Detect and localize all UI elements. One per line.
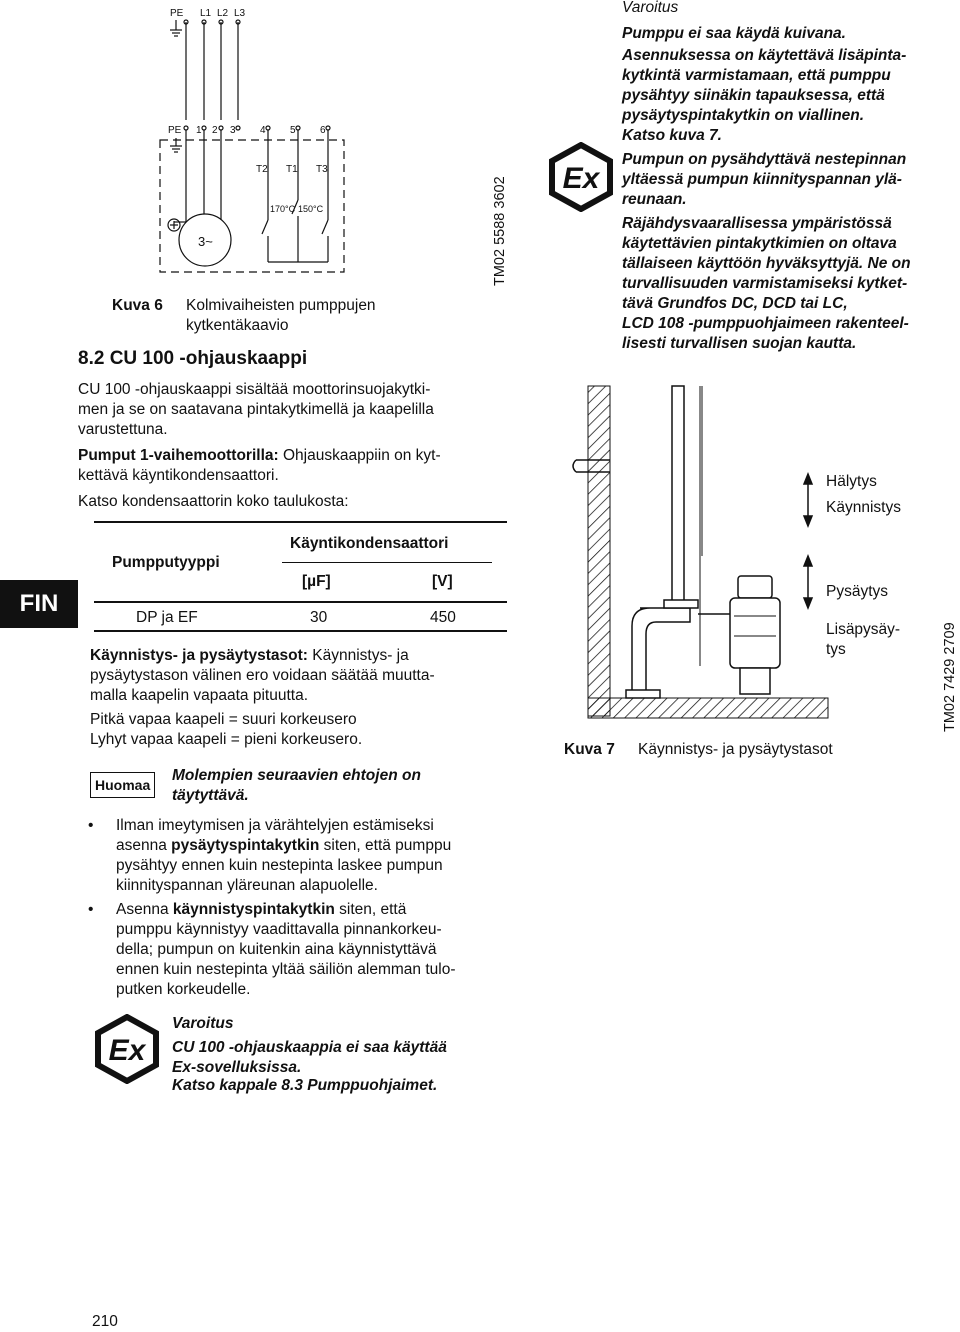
levels-line5: Lyhyt vapaa kaapeli = pieni korkeusero. — [90, 731, 363, 748]
sensor-t2: T2 — [256, 164, 268, 175]
fig7-code: TM02 7429 2709 — [942, 622, 958, 732]
warning-top-l14: LCD 108 -pumppuohjaimeen rakenteel- — [622, 315, 909, 332]
table-unit-v: [V] — [432, 573, 453, 590]
warning-top-l13: tävä Grundfos DC, DCD tai LC, — [622, 295, 848, 312]
bullet1-line2 — [116, 836, 451, 856]
fig7-caption: Käynnistys- ja pysäytystasot — [638, 741, 833, 758]
warning-bottom-line3: Katso kappale 8.3 Pumppuohjaimet. — [172, 1077, 438, 1094]
bullet2-post: siten, että — [334, 901, 407, 918]
temp-150: 150°C — [298, 204, 324, 214]
terminal-pe: PE — [168, 125, 182, 136]
section-heading: 8.2 CU 100 -ohjauskaappi — [78, 348, 308, 369]
table-sub-rule — [282, 562, 492, 563]
levels-line1 — [90, 646, 409, 666]
sensor-t1: T1 — [286, 164, 298, 175]
language-tab: FIN — [0, 580, 78, 628]
levels-line3: malla kaapelin vapaata pituutta. — [90, 687, 309, 704]
levels-line4: Pitkä vapaa kaapeli = suuri korkeusero — [90, 711, 357, 728]
terminal-2: 2 — [212, 125, 218, 136]
level-stop: Pysäytys — [826, 583, 889, 600]
ex-hexagon-icon-top — [546, 142, 616, 212]
page-number: 210 — [92, 1313, 118, 1330]
level-extra-1: Lisäpysäy- — [826, 621, 901, 638]
section-p2-line2: kettävä käyntikondensaattori. — [78, 467, 279, 484]
table-bottom-rule — [94, 630, 507, 632]
pump-level-diagram — [570, 376, 830, 726]
warning-top-l2: kytkintä varmistamaan, että pumppu — [622, 67, 891, 84]
temp-170: 170°C — [270, 204, 296, 214]
warning-top-l9: Räjähdysvaarallisessa ympäristössä — [622, 215, 892, 232]
warning-top-l8: reunaan. — [622, 191, 687, 208]
warning-top-l5: Katso kuva 7. — [622, 127, 722, 144]
terminal-5: 5 — [290, 125, 296, 136]
terminal-1: 1 — [196, 125, 202, 136]
sensor-t3: T3 — [316, 164, 328, 175]
levels-rest: Käynnistys- ja — [307, 647, 409, 664]
table-col-capacitor: Käyntikondensaattori — [290, 535, 449, 552]
svg-text:Ex: Ex — [108, 1034, 146, 1067]
table-unit-uf: [µF] — [302, 573, 331, 590]
warning-top-title: Varoitus — [622, 0, 679, 16]
warning-top-l4: pysäytyspintakytkin on viallinen. — [622, 107, 865, 124]
label-l1: L1 — [200, 8, 212, 19]
levels-line2: pysäytystason välinen ero voidaan säätää muutta- — [90, 667, 435, 684]
bullet1-post: siten, että pumppu — [319, 837, 452, 854]
terminal-6: 6 — [320, 125, 326, 136]
note-line2: täytyttävä. — [172, 787, 249, 804]
label-l2: L2 — [217, 8, 229, 19]
table-row-uf: 30 — [310, 609, 328, 626]
terminal-3: 3 — [230, 125, 236, 136]
ex-hexagon-icon — [92, 1014, 162, 1084]
note-badge: Huomaa — [90, 772, 155, 798]
bullet2-line1 — [116, 900, 456, 920]
fig7-label: Kuva 7 — [564, 741, 615, 758]
section-p2-rest: Ohjauskaappiin on kyt- — [278, 447, 441, 464]
svg-text:Ex: Ex — [562, 162, 600, 195]
fig6-caption-1: Kolmivaiheisten pumppujen — [186, 297, 376, 314]
warning-top-l0: Pumppu ei saa käydä kuivana. — [622, 25, 846, 42]
table-top-rule — [94, 521, 507, 523]
section-p1-line1: CU 100 -ohjauskaappi sisältää moottorinsuojakytki- — [78, 381, 431, 398]
label-l3: L3 — [234, 8, 246, 19]
warning-top-l7: yltäessä pumpun kiinnityspannan ylä- — [622, 171, 902, 188]
bullet2-line4: ennen kuin nestepinta yltää säiliön alemman tulo- — [116, 961, 456, 978]
note-line1: Molempien seuraavien ehtojen on — [172, 767, 421, 784]
fig6-code: TM02 5588 3602 — [492, 176, 508, 286]
bullet-2 — [116, 900, 456, 1000]
bullet2-line2: pumppu käynnistyy vaadittavalla pinnankorkeu- — [116, 921, 442, 938]
section-p2-bold: Pumput 1-vaihemoottorilla: — [78, 447, 279, 464]
warning-top-l3: pysähtyy siinäkin tapauksessa, että — [622, 87, 885, 104]
table-col-pump: Pumpputyyppi — [112, 554, 220, 571]
warning-bottom-line2: Ex-sovelluksissa. — [172, 1059, 302, 1076]
motor-symbol: 3~ — [198, 234, 213, 249]
table-row-type: DP ja EF — [136, 609, 198, 626]
levels-bold: Käynnistys- ja pysäytystasot: — [90, 647, 308, 664]
bullet2-line5: putken korkeudelle. — [116, 981, 251, 998]
label-pe-top: PE — [170, 8, 184, 19]
warning-top-l12: turvallisuuden varmistamiseksi kytket- — [622, 275, 908, 292]
table-row-v: 450 — [430, 609, 456, 626]
table-mid-rule — [94, 601, 507, 603]
warning-top-l11: tällaiseen käyttöön hyväksyttyjä. Ne on — [622, 255, 911, 272]
level-start: Käynnistys — [826, 499, 901, 516]
section-p2-line1 — [78, 446, 441, 466]
wiring-diagram — [150, 0, 510, 290]
bullet2-bold: käynnistyspintakytkin — [172, 901, 335, 918]
level-extra-2: tys — [826, 641, 846, 658]
fig6-caption-2: kytkentäkaavio — [186, 317, 289, 334]
bullet1-line3: pysähtyy ennen kuin nestepinta laskee pumpun — [116, 857, 443, 874]
fig6-label: Kuva 6 — [112, 297, 163, 314]
bullet1-pre: asenna — [116, 837, 172, 854]
warning-bottom-line1: CU 100 -ohjauskaappia ei saa käyttää — [172, 1039, 447, 1056]
section-p1-line3: varustettuna. — [78, 421, 168, 438]
bullet1-line4: kiinnityspannan yläreunan alapuolelle. — [116, 877, 378, 894]
bullet1-bold: pysäytyspintakytkin — [171, 837, 320, 854]
section-p1-line2: men ja se on saatavana pintakytkimellä ja kaapelilla — [78, 401, 434, 418]
bullet2-line3: della; pumpun on kuitenkin aina käynnistyttävä — [116, 941, 437, 958]
warning-top-l6: Pumpun on pysähdyttävä nestepinnan — [622, 151, 907, 168]
warning-top-l15: lisesti turvallisen suojan kautta. — [622, 335, 857, 352]
bullet1-line1: • Ilman imeytymisen ja värähtelyjen estämiseksi — [116, 817, 434, 834]
level-alarm: Hälytys — [826, 473, 877, 490]
warning-bottom-title: Varoitus — [172, 1015, 234, 1032]
section-p3: Katso kondensaattorin koko taulukosta: — [78, 493, 349, 510]
warning-top-l1: Asennuksessa on käytettävä lisäpinta- — [622, 47, 907, 64]
bullet-1 — [116, 816, 451, 896]
warning-top-l10: käytettävien pintakytkimien on oltava — [622, 235, 897, 252]
terminal-4: 4 — [260, 125, 266, 136]
bullet2-pre: Asenna — [116, 901, 173, 918]
